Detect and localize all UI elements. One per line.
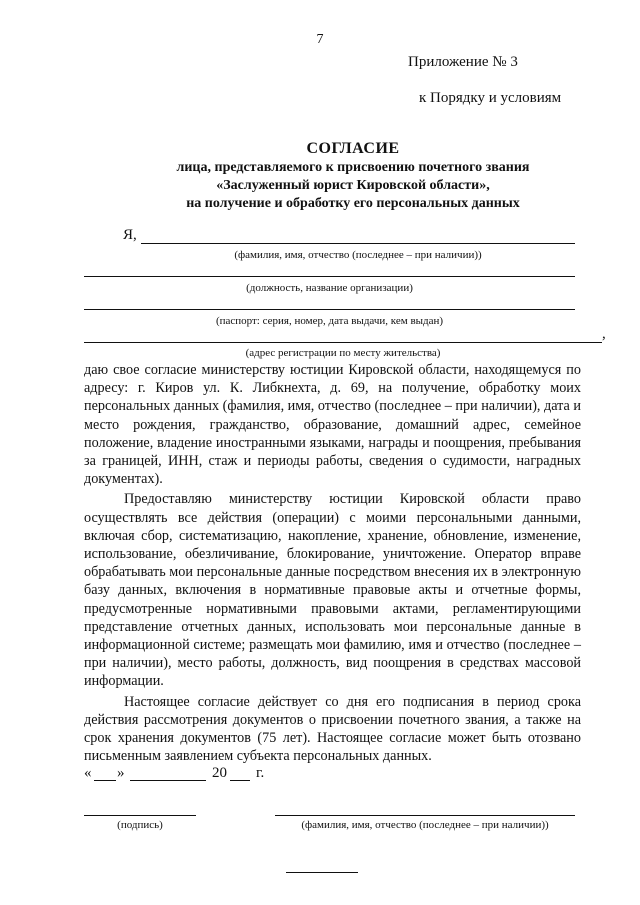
date-year-line[interactable] (230, 780, 250, 781)
consent-paragraph-3: Настоящее согласие действует со дня его подписания в период срока действия рассмотрения документов о присвоении почетного звания, а также на срок хранения документов (75 лет). Настоящее согласие может быть отозвано письменным заявлением субъекта персональных данных. (84, 693, 581, 765)
signature-caption: (подпись) (117, 819, 163, 831)
document-title: СОГЛАСИЕ (306, 140, 400, 157)
date-close-quote: » (117, 765, 125, 781)
address-comma: , (602, 326, 606, 342)
passport-caption: (паспорт: серия, номер, дата выдачи, кем выдан) (215, 315, 444, 327)
signature-fio-line[interactable] (275, 815, 575, 816)
date-month-line[interactable] (130, 780, 206, 781)
consent-paragraph-2: Предоставляю министерству юстиции Кировской области право осуществлять все действия (операции) с моими персональными данными, включая сбор, систематизацию, накопление, хранение, обновление, изменение, использование, обезличивание, блокирование, уничтожение. Оператор вправе обрабатывать мои персональные данные посредством внесения их в электронную базу данных, включения в нормативные правовые акты и отчетные формы, предусмотренные нормативными правовыми актами, регламентирующими представление отчетных данных, использовать мои персональные данные в информационной системе; размещать мои фамилию, имя и отчество (последнее – при наличии), место работы, должность, вид поощрения в средствах массовой информации. (84, 491, 581, 690)
date-year-suffix: г. (256, 765, 265, 781)
position-field-line[interactable] (84, 276, 575, 277)
appendix-reference: к Порядку и условиям (419, 90, 562, 106)
consent-paragraph-1: даю свое согласие министерству юстиции Кировской области, находящемуся по адресу: г. Киров ул. К. Либкнехта, д. 69, на получение, обработку моих персональных данных (фамилия, имя, отчество (последнее – при наличии), дата и место рождения, гражданство, образование, домашний адрес, семейное положение, владение иностранными языками, награды и поощрения, пребывания за границей, ИНН, стаж и периоды работы, сведения о судимости, наградных документах). (84, 362, 581, 488)
title-line-4: на получение и обработку его персональных данных (186, 196, 520, 211)
ya-label: Я, (123, 227, 137, 243)
appendix-label: Приложение № 3 (408, 54, 518, 70)
bottom-divider (286, 872, 358, 873)
date-open-quote: « (84, 765, 92, 781)
date-day-line[interactable] (94, 780, 116, 781)
fio-field-line[interactable] (141, 243, 575, 244)
page-number: 7 (316, 32, 324, 47)
passport-field-line[interactable] (84, 309, 575, 310)
address-caption: (адрес регистрации по месту жительства) (245, 347, 441, 359)
signature-line[interactable] (84, 815, 196, 816)
title-line-2: лица, представляемого к присвоению почетного звания (176, 160, 530, 175)
signature-fio-caption: (фамилия, имя, отчество (последнее – при наличии)) (301, 819, 549, 831)
consent-body (84, 361, 581, 765)
address-field-line[interactable] (84, 342, 602, 343)
position-caption: (должность, название организации) (246, 282, 413, 294)
fio-caption: (фамилия, имя, отчество (последнее – при наличии)) (234, 249, 482, 261)
title-line-3: «Заслуженный юрист Кировской области», (216, 178, 490, 193)
date-year-prefix: 20 (212, 765, 227, 781)
